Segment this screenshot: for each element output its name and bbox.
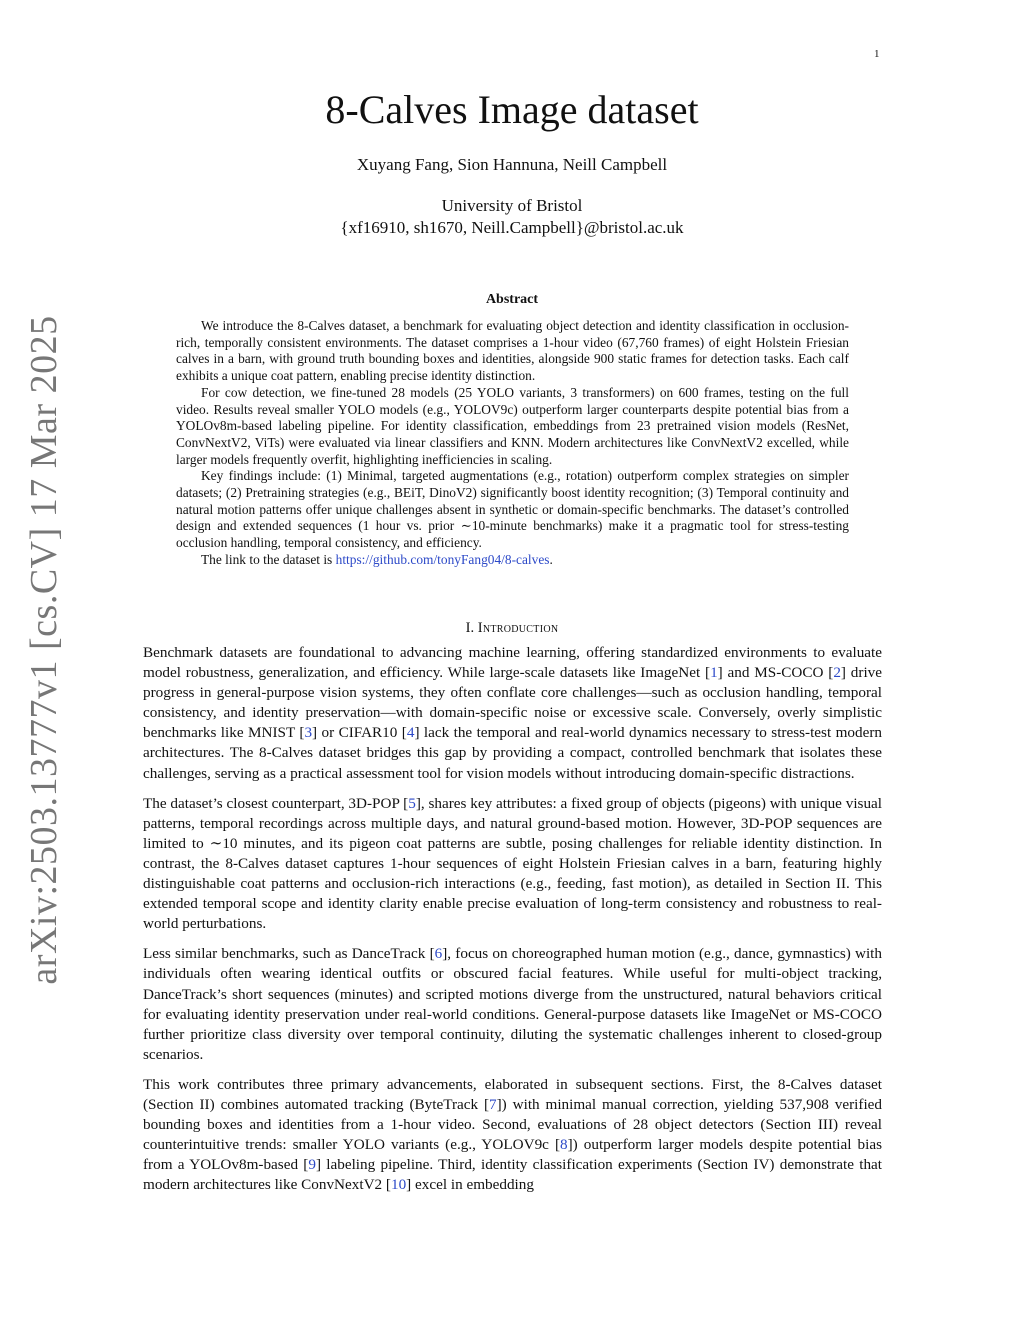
section-title: Introduction — [477, 620, 559, 636]
abstract-heading: Abstract — [485, 292, 539, 307]
paragraph-text: ] labeling pipeline. Third, identity classification experiments (Section IV) demonstrate that modern architectures like ConvNextV2 [ — [143, 1156, 882, 1194]
paragraph-text: ] drive progress in general-purpose vision systems, they often conflate core challenges—such as occlusion handling, temporal consistency, and identity preservation—with domain-specific noise or excessive scale. Conversely, overly simplistic benchmarks like MNIST [ — [143, 664, 882, 742]
affiliation: University of Bristol — [441, 196, 583, 215]
link-period: . — [549, 551, 553, 567]
link-intro-text: The link to the dataset is — [201, 551, 336, 567]
citation-link[interactable]: 3 — [304, 724, 313, 742]
dataset-link[interactable]: https://github.com/tonyFang04/8-calves — [335, 551, 550, 567]
author-emails: {xf16910, sh1670, Neill.Campbell}@bristol.ac.uk — [340, 218, 684, 237]
body-paragraph — [143, 1075, 882, 1196]
body-paragraph — [143, 643, 882, 784]
citation-link[interactable]: 4 — [406, 724, 415, 742]
paragraph-text: ]) outperform larger models despite potential bias from a YOLOv8m-based [ — [143, 1136, 882, 1174]
paragraph-text: ]) with minimal manual correction, yielding 537,908 verified bounding boxes and identities from a 1-hour video. Second, evaluations of 28 object detectors (Section III) reveal counterintuitive trends: smaller YOLO variants (e.g., YOLOV9c [ — [143, 1095, 883, 1154]
paragraph-text: Less similar benchmarks, such as DanceTrack [ — [143, 945, 435, 963]
abstract-paragraph: Key findings include: (1) Minimal, targeted augmentations (e.g., rotation) outperform complex strategies on simpler datasets; (2) Pretraining strategies (e.g., BEiT, DinoV2) significantly boost identity recognition; (3) Temporal continuity and natural motion patterns offer unique challenges absent in synthetic or domain-specific benchmarks. The dataset’s controlled design and extended sequences (1 hour vs. prior ∼10-minute benchmarks) make it a pragmatic tool for stress-testing occlusion handling, temporal consistency, and efficiency. — [176, 468, 849, 551]
citation-link[interactable]: 8 — [560, 1136, 568, 1154]
citation-link[interactable]: 7 — [489, 1095, 497, 1113]
paper-title: 8-Calves Image dataset — [325, 87, 699, 132]
affiliation-block — [0, 195, 1024, 239]
author-list: Xuyang Fang, Sion Hannuna, Neill Campbell — [356, 155, 668, 174]
citation-link[interactable]: 9 — [308, 1156, 316, 1174]
body-paragraph — [143, 794, 882, 935]
citation-link[interactable]: 2 — [833, 664, 841, 682]
body-paragraph — [143, 944, 882, 1065]
paragraph-text: ], focus on choreographed human motion (e.g., dance, gymnastics) with individuals often wearing identical outfits or obscured facial features. While useful for multi-object tracking, DanceTrack’s short sequences (minutes) and scripted motions diverge from the unstructured, natural behaviors critical for evaluating identity preservation under real-world conditions. General-purpose datasets like ImageNet or MS-COCO further prioritize class diversity over temporal continuity, diluting the systematic challenges inherent to closed-group scenarios. — [143, 945, 882, 1063]
paragraph-text: Benchmark datasets are foundational to advancing machine learning, offering standardized environments to evaluate model robustness, generalization, and efficiency. While large-scale datasets like ImageNet [ — [143, 644, 882, 682]
citation-link[interactable]: 6 — [434, 945, 443, 963]
section-number: I. — [465, 620, 475, 636]
page-number: 1 — [874, 48, 880, 60]
abstract-paragraph: We introduce the 8-Calves dataset, a benchmark for evaluating object detection and identity classification in occlusion-rich, temporally consistent environments. The dataset comprises a 1-hour video (67,760 frames) of eight Holstein Friesian calves in a barn, with ground truth bounding boxes and identities, alongside 900 static frames for detection tasks. Each calf exhibits a unique coat pattern, enabling precise identity distinction. — [176, 318, 849, 384]
paragraph-text: ], shares key attributes: a fixed group of objects (pigeons) with unique visual patterns, temporal recordings across multiple days, and natural ground-based motion. However, 3D-POP sequences are limited to ∼10 minutes, and its pigeon coat patterns are subtle, posing challenges for reliable identity distinction. In contrast, the 8-Calves dataset captures 1-hour sequences of eight Holstein Friesian calves in a barn, featuring highly distinguishable coat patterns and occlusion-rich interactions (e.g., feeding, fast motion), as detailed in Section II. This extended temporal scope and identity clarity enable precise evaluation of long-term consistency and robustness to real-world perturbations. — [143, 794, 883, 933]
paragraph-text: ] and MS-COCO [ — [717, 664, 834, 682]
introduction-body — [143, 643, 882, 1205]
abstract-paragraph — [176, 552, 849, 569]
citation-link[interactable]: 10 — [390, 1176, 407, 1194]
arxiv-identifier: arXiv:2503.13777v1 [cs.CV] 17 Mar 2025 — [23, 315, 65, 985]
abstract-body — [176, 318, 849, 569]
paragraph-text: This work contributes three primary advancements, elaborated in subsequent sections. First, the 8-Calves dataset (Section II) combines automated tracking (ByteTrack [ — [143, 1075, 882, 1113]
paragraph-text: ] lack the temporal and real-world dynamics necessary to stress-test modern architectures. The 8-Calves dataset bridges this gap by providing a compact, controlled benchmark that isolates these challenges, serving as a practical assessment tool for vision models without introducing domain-specific distractions. — [143, 724, 882, 782]
citation-link[interactable]: 1 — [710, 664, 718, 682]
paragraph-text: ] or CIFAR10 [ — [312, 724, 407, 742]
abstract-paragraph: For cow detection, we fine-tuned 28 models (25 YOLO variants, 3 transformers) on 600 frames, testing on the full video. Results reveal smaller YOLO models (e.g., YOLOV9c) outperform larger counterparts despite potential bias from a YOLOv8m-based labeling pipeline. For identity classification, embeddings from 23 pretrained vision models (ResNet, ConvNextV2, ViTs) were evaluated via linear classifiers and KNN. Modern architectures like ConvNextV2 excelled, while larger models frequently overfit, highlighting inefficiencies in scaling. — [176, 384, 849, 467]
paragraph-text: ] excel in embedding — [406, 1176, 534, 1194]
paragraph-text: The dataset’s closest counterpart, 3D-POP [ — [143, 794, 409, 812]
section-heading-introduction — [0, 620, 1024, 637]
citation-link[interactable]: 5 — [408, 794, 416, 812]
